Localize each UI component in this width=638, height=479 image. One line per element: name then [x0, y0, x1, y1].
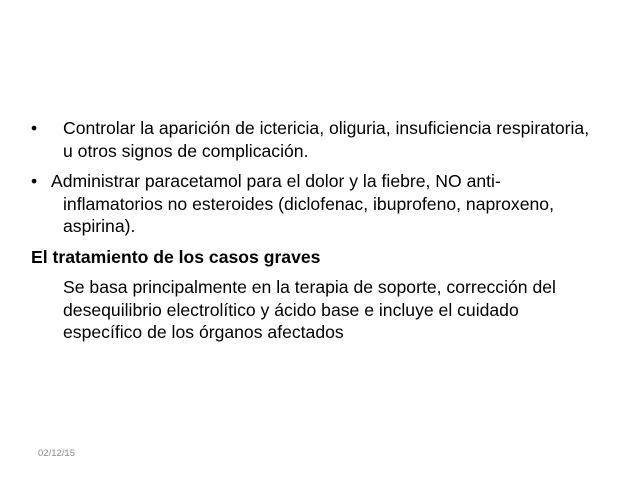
bullet-text: Controlar la aparición de ictericia, oliguria, insuficiencia respiratoria, u otros signos de complicación. [63, 118, 590, 161]
bullet-item-complications [31, 117, 596, 162]
bullet-icon: • [31, 171, 38, 191]
bullet-item-medication [31, 170, 596, 238]
bullet-text: Administrar paracetamol para el dolor y la fiebre, NO anti-inflamatorios no esteroides (diclofenac, ibuprofeno, naproxeno, aspirina). [51, 171, 554, 236]
footer-date: 02/12/15 [38, 448, 75, 459]
section-body: Se basa principalmente en la terapia de soporte, corrección del desequilibrio electrolítico y ácido base e incluye el cuidado específico de los órganos afectados [63, 277, 556, 342]
section-heading: El tratamiento de los casos graves [31, 246, 321, 267]
slide-content [31, 117, 596, 344]
bullet-icon: • [31, 118, 38, 138]
